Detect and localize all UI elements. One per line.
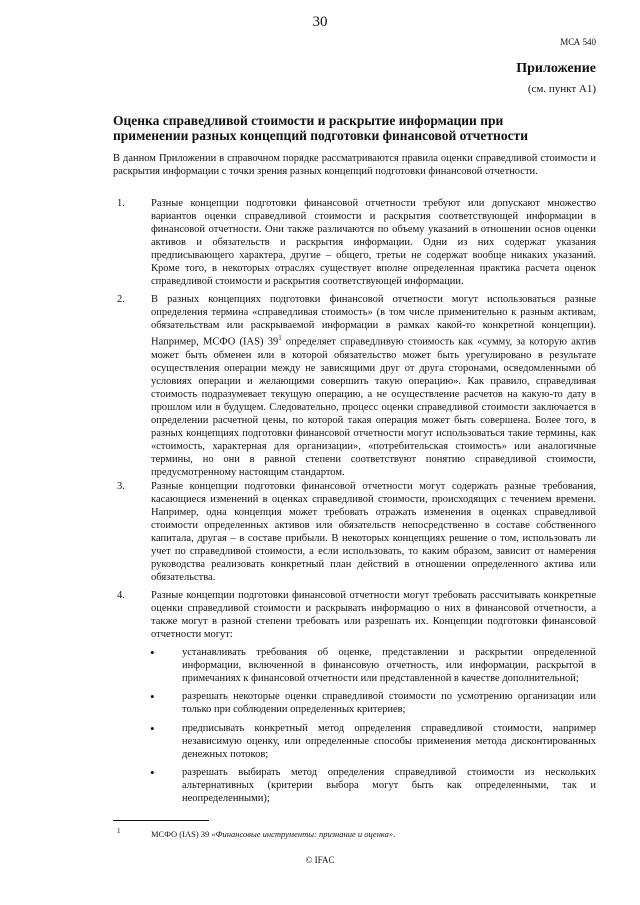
paragraph-text [151,293,596,479]
bullet-icon: • [150,645,155,660]
paragraph-number: 4. [117,590,125,601]
paragraph-text: Разные концепции подготовки финансовой отчетности требуют или допускают множество вариантов оценки справедливой стоимости и раскрытия соответствующей информации в финансовой отчетности. Они также различаются по объему указаний в отношении основ оценки активов и обязательств и раскрытия информации. Одни из них содержат указания предписывающего характера, другие – общего, третьи не содержат вообще никаких указаний. Кроме того, в некоторых отраслях существует вполне определенная практика расчета оценок справедливой стоимости и раскрытия соответствующей информации. [151,198,596,287]
footnote-reference[interactable]: 1 [278,334,282,342]
bullet-icon: • [150,721,155,736]
footnote-suffix: . [393,829,396,839]
list-item-text: разрешать некоторые оценки справедливой стоимости по усмотрению организации или только при соблюдении определенных критериев; [182,691,596,715]
document-code: МСА 540 [560,37,596,47]
appendix-title: Приложение [516,61,596,76]
footnote-prefix: МСФО (IAS) 39 [151,829,212,839]
list-item-text: разрешать выбирать метод определения справедливой стоимости из нескольких альтернативных (критерии выбора могут быть как определенными, так и неопределенными); [182,767,596,804]
intro-paragraph: В данном Приложении в справочном порядке рассматриваются правила оценки справедливой стоимости и раскрытия информации с точки зрения разных концепций подготовки финансовой отчетности. [113,153,596,177]
paragraph-number: 3. [117,481,125,492]
list-item-text: предписывать конкретный метод определения справедливой стоимости, например независимую оценку, или определенные способы применения метода дисконтированных денежных потоков; [182,723,596,760]
page-number: 30 [312,14,328,30]
footnote-text [151,829,395,839]
bullet-icon: • [150,765,155,780]
bullet-icon: • [150,689,155,704]
paragraph-number: 2. [117,294,125,305]
paragraph-text-part: определяет справедливую стоимость как «сумму, за которую актив может быть обменен или в которой обязательство может быть урегулировано в результате осуществления операции между не зависящими друг от друга сторонами, осведомленными об условиях операции и желающими совершить такую операцию». Как правило, справедливая стоимость подразумевает текущую операцию, а не осуществление расчетов на какую-то дату в прошлом или в будущем. Следовательно, процесс оценки справедливой стоимости заключается в определении расчетной цены, по которой такая операция может быть совершена. Более того, в разных концепциях подготовки финансовой отчетности могут использоваться такие термины, как «стоимость, характерная для организации», «потребительская стоимость» или аналогичные термины, но они в равной степени соответствуют понятию справедливой стоимости, предусмотренному настоящим стандартом. [151,336,596,478]
appendix-reference: (см. пункт А1) [527,83,596,95]
paragraph-text: Разные концепции подготовки финансовой отчетности могут содержать разные требования, касающиеся изменений в оценках справедливой стоимости, происходящих с течением времени. Например, одна концепция может требовать отражать изменения в оценках справедливой стоимости определенных активов или обязательств непосредственно в составе собственного капитала, другая – в составе прибыли. В некоторых концепциях решение о том, использовать ли учет по справедливой стоимости, а если использовать, то каким образом, зависит от намерения руководства реализовать конкретный план действий в отношении определенного актива или обязательства. [151,481,596,583]
section-title: Оценка справедливой стоимости и раскрытие информации при применении разных концепций подготовки финансовой отчетности [113,113,528,143]
page-footer: © IFAC [305,855,335,865]
footnote-divider [113,820,209,821]
footnote-title: «Финансовые инструменты: признание и оценка» [211,829,394,839]
paragraph-text: Разные концепции подготовки финансовой отчетности могут требовать рассчитывать конкретные оценки справедливой стоимости и раскрывать информацию о них в финансовой отчетности, а также могут в разной степени требовать или разрешать их. Концепции подготовки финансовой отчетности могут: [151,590,596,640]
paragraph-number: 1. [117,198,125,209]
footnote-mark: 1 [117,827,121,835]
list-item-text: устанавливать требования об оценке, представлении и раскрытии определенной информации, включенной в финансовую отчетность, или информации, раскрытой в примечаниях к финансовой отчетности или представленной в качестве дополнительной; [182,647,596,684]
paragraph-text-part: В разных концепциях подготовки финансовой отчетности могут использоваться разные определения термина «справедливая стоимость» (в том числе применительно к разным активам, обязательствам или раскрываемой информации в рамках какой-то конкретной концепции). Например, МСФО (IAS) 39 [151,294,596,348]
